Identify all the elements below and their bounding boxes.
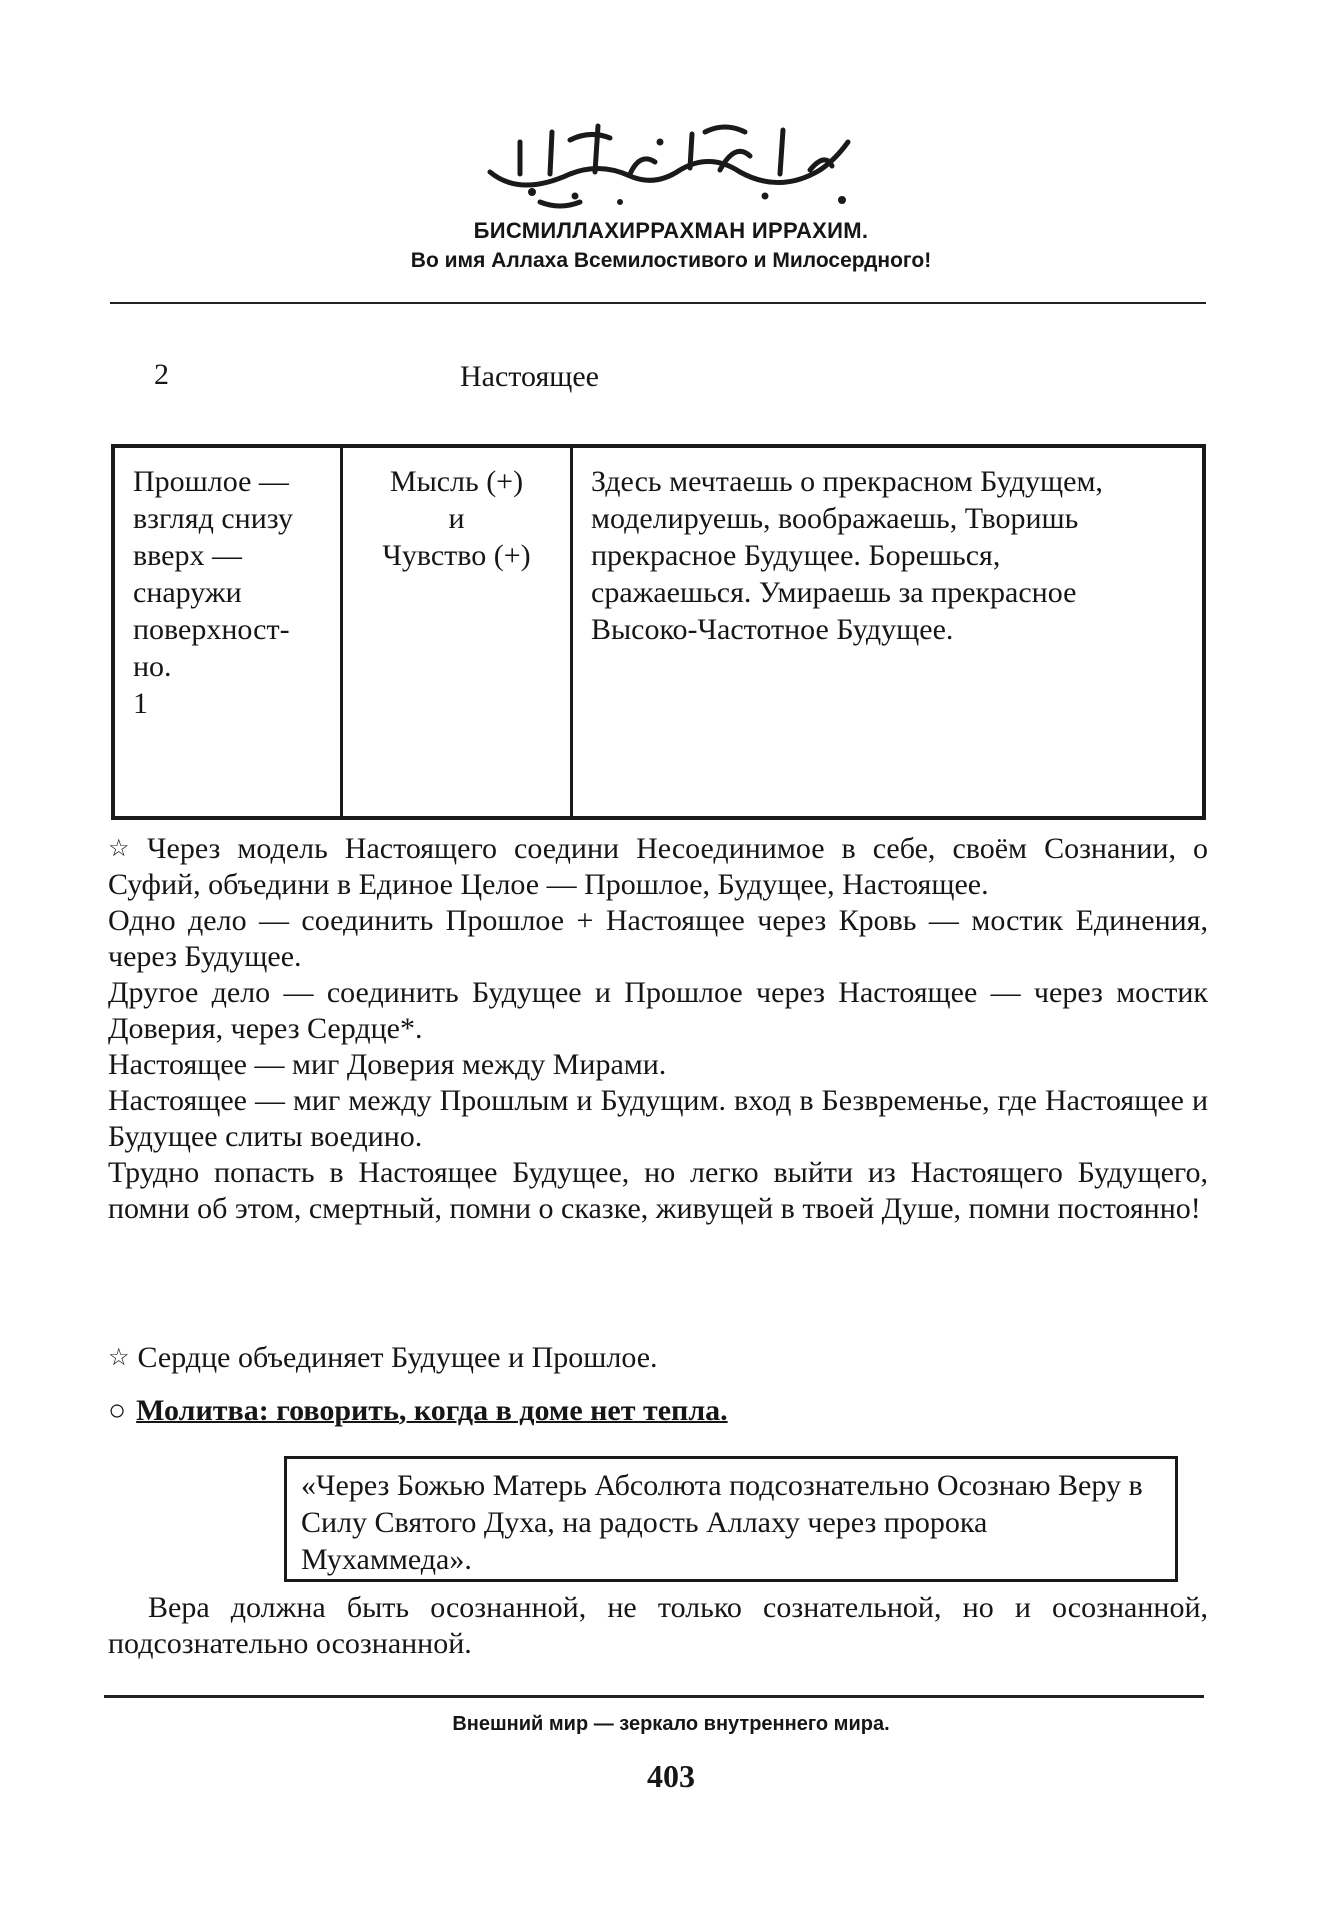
paragraph: ☆ Через модель Настоящего соедини Несоединимое в себе, своём Сознании, о Суфий, объедини в Единое Целое — Прошлое, Будущее, Настоящее.	[108, 832, 1208, 901]
cell-line: Мысль (+)	[389, 465, 524, 498]
star-icon: ☆	[108, 1345, 130, 1371]
cell-line: и	[448, 502, 465, 535]
cell-line: Чувство (+)	[382, 539, 531, 572]
prayer-title: Молитва: говорить, когда в доме нет тепла.	[136, 1394, 728, 1427]
prayer-heading	[108, 1393, 1208, 1429]
cell-line: поверхност-	[133, 613, 290, 646]
header-subtitle: Во имя Аллаха Всемилостивого и Милосердного!	[410, 249, 932, 272]
cell-line: вверх —	[133, 539, 242, 572]
heart-line: ☆ Сердце объединяет Будущее и Прошлое.	[108, 1341, 658, 1374]
prayer-box	[284, 1456, 1178, 1582]
paragraph: Настоящее — миг между Прошлым и Будущим. вход в Безвременье, где Настоящее и Будущее слиты воедино.	[108, 1084, 1208, 1153]
body-text	[108, 831, 1208, 1227]
header-divider	[110, 302, 1206, 304]
table-cell-thought-feeling	[343, 448, 573, 816]
footer-divider	[104, 1695, 1204, 1698]
star-icon: ☆	[108, 836, 140, 862]
cell-line: но.	[133, 650, 172, 683]
prayer-text: «Через Божью Матерь Абсолюта подсознательно Осознаю Веру в Силу Святого Духа, на радость Аллаху через пророка Мухаммеда».	[301, 1469, 1143, 1576]
paragraph: Другое дело — соединить Будущее и Прошлое через Настоящее — через мостик Доверия, через Сердце*.	[108, 976, 1208, 1045]
circle-bullet-icon: ○	[108, 1394, 127, 1427]
cell-line: Прошлое —	[133, 465, 289, 498]
cell-line: 1	[133, 687, 148, 720]
bismillah-calligraphy-icon	[480, 112, 860, 212]
paragraph: Настоящее — миг Доверия между Мирами.	[108, 1048, 667, 1081]
table-cell-past	[115, 448, 343, 816]
cell-line: прекрасное Будущее. Борешься,	[591, 539, 1001, 572]
cell-line: сражаешься. Умираешь за прекрасное	[591, 576, 1077, 609]
cell-line: Высоко-Частотное Будущее.	[591, 613, 954, 646]
page-number: 403	[647, 1758, 695, 1794]
paragraph: Одно дело — соединить Прошлое + Настоящее через Кровь — мостик Единения, через Будущее.	[108, 904, 1208, 973]
table-cell-future	[573, 448, 1202, 816]
cell-line: взгляд снизу	[133, 502, 293, 535]
section-number: 2	[154, 358, 169, 391]
header-title: БИСМИЛЛАХИРРАХМАН ИРРАХИМ.	[473, 218, 869, 243]
section-title: Настоящее	[460, 360, 599, 393]
cell-line: моделируешь, воображаешь, Творишь	[591, 502, 1079, 535]
concept-table	[111, 444, 1206, 820]
paragraph: Трудно попасть в Настоящее Будущее, но легко выйти из Настоящего Будущего, помни об этом, смертный, помни о сказке, живущей в твоей Душе, помни постоянно!	[108, 1156, 1208, 1225]
faith-line: Вера должна быть осознанной, не только сознательной, но и осознанной, подсознательно осознанной.	[108, 1591, 1208, 1660]
cell-line: Здесь мечтаешь о прекрасном Будущем,	[591, 465, 1103, 498]
footer-motto: Внешний мир — зеркало внутреннего мира.	[452, 1713, 890, 1735]
cell-line: снаружи	[133, 576, 242, 609]
